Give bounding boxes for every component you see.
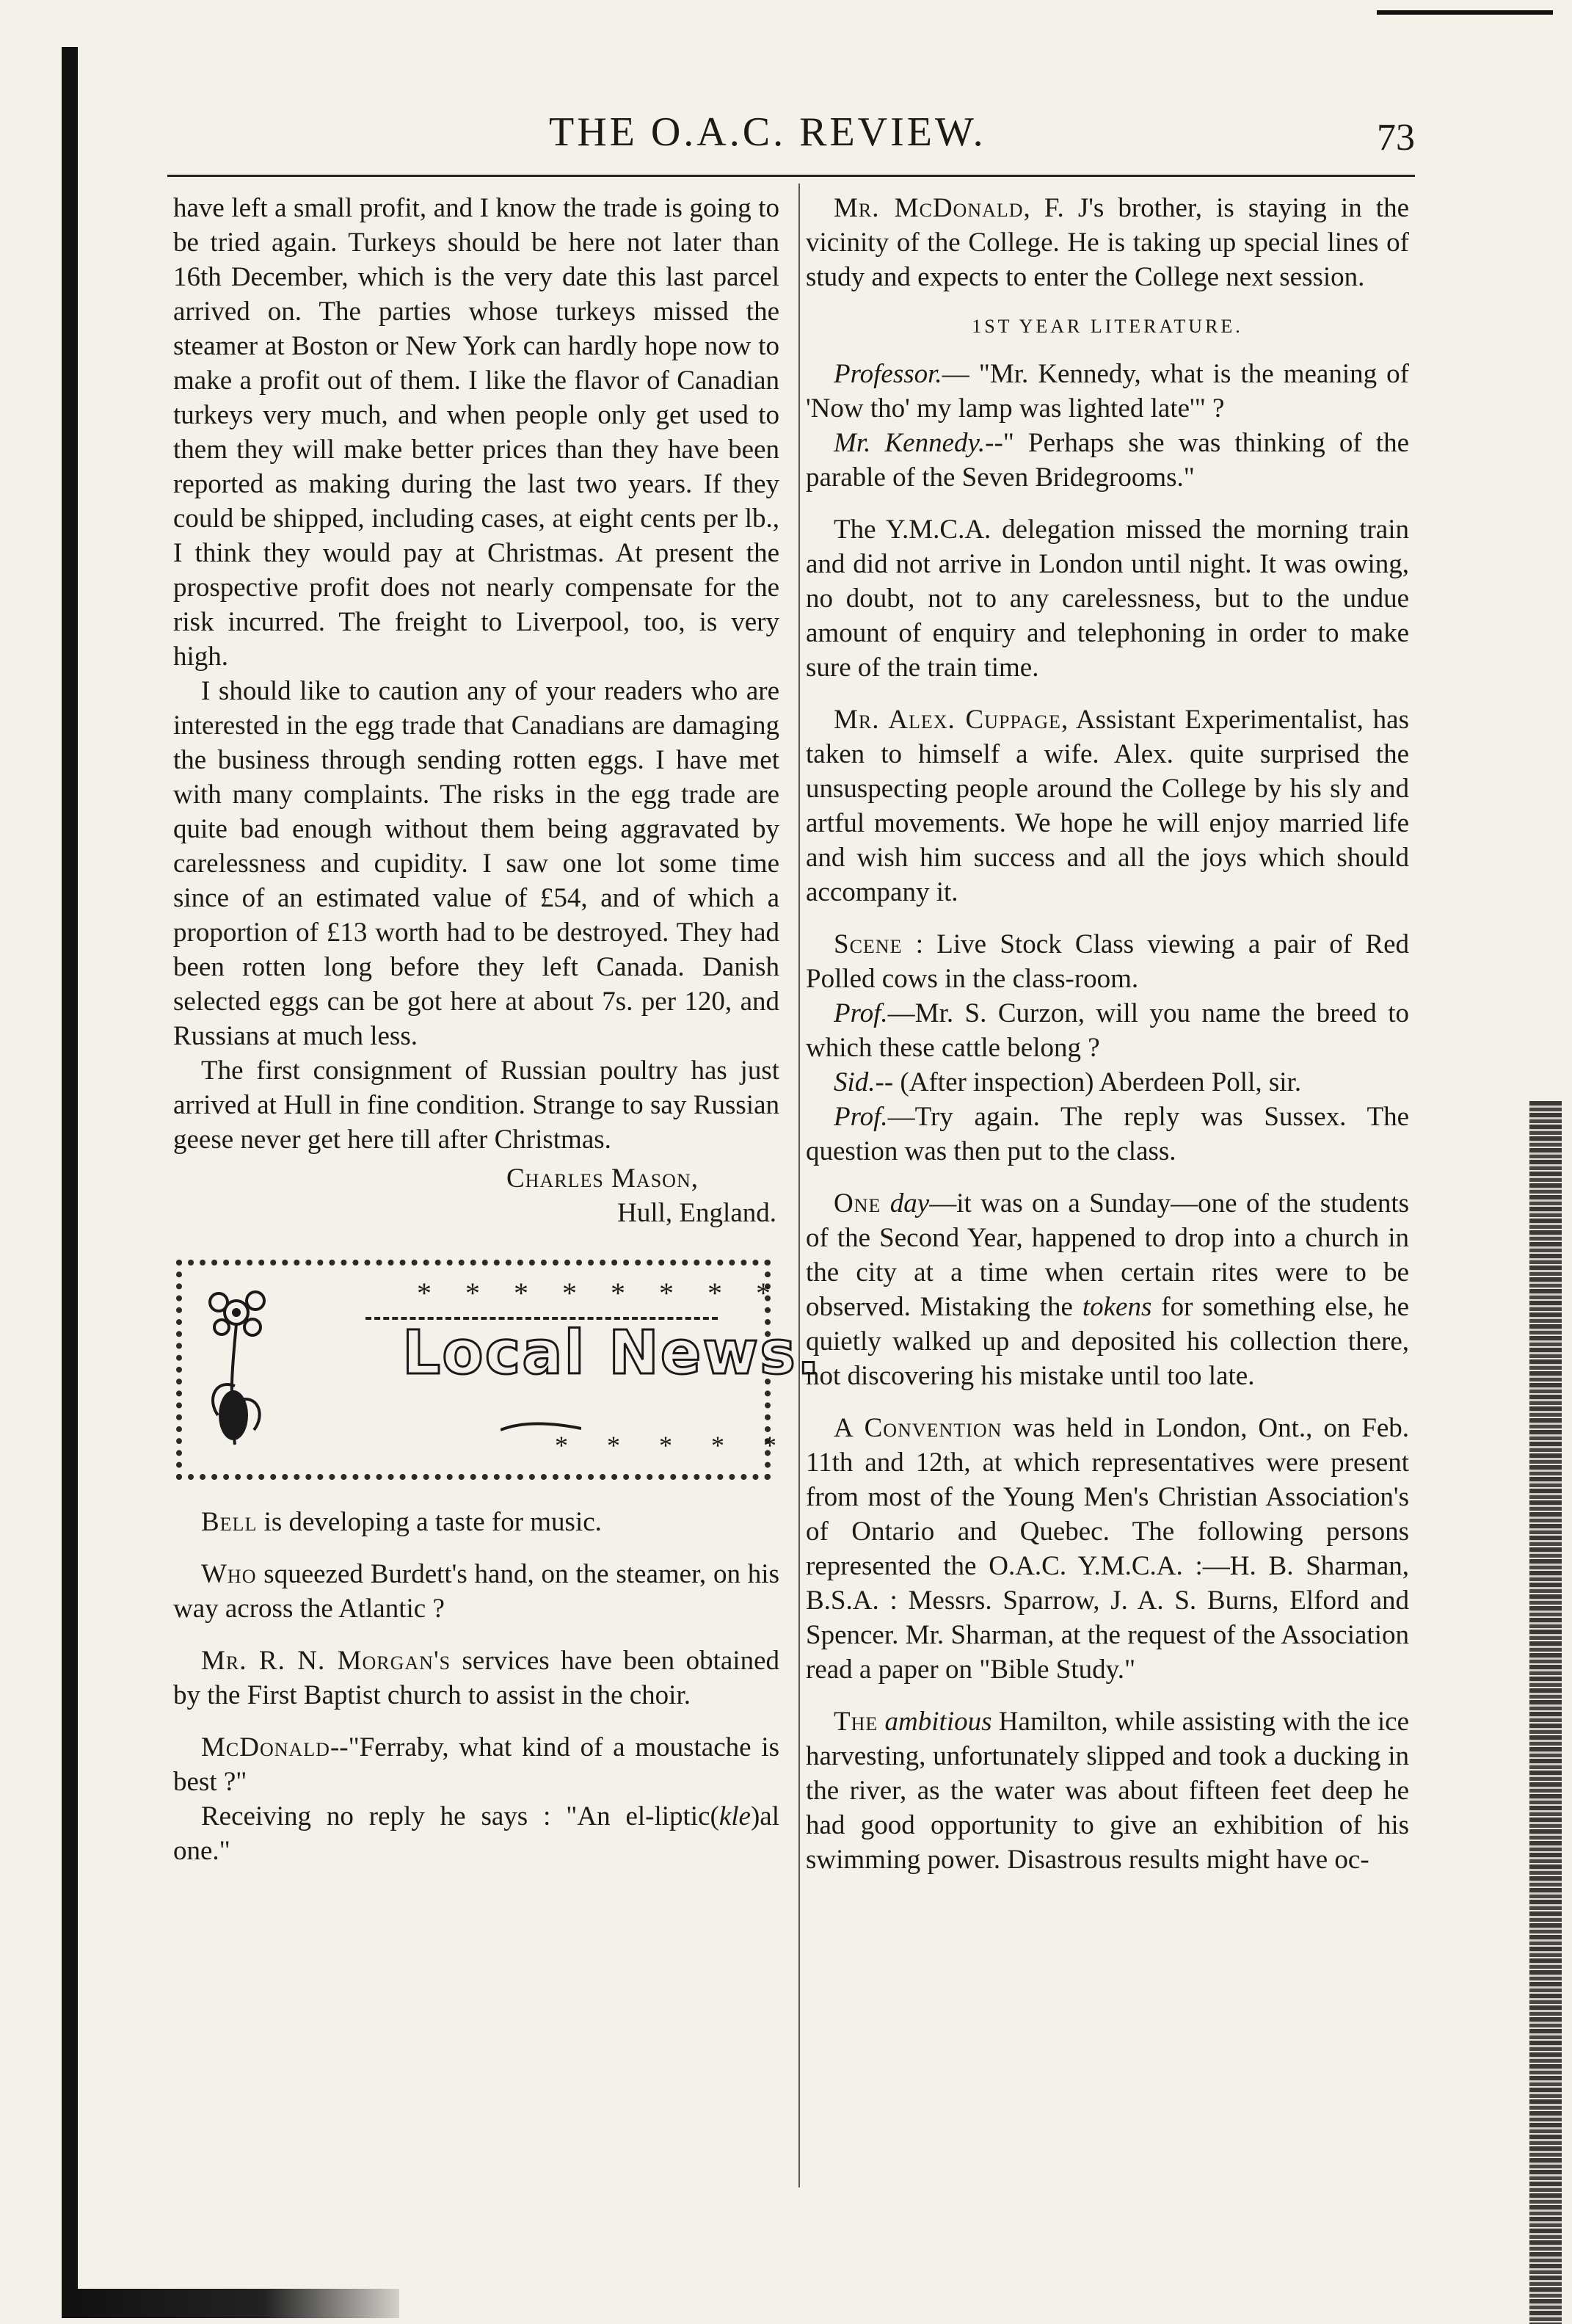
news-item: Bell is developing a taste for music.: [201, 1507, 602, 1537]
section-title: Local News.: [402, 1318, 822, 1388]
news-item: McDonald--"Ferraby, what kind of a moustache is best ?": [173, 1732, 779, 1797]
letter-paragraph: have left a small profit, and I know the trade is going to be tried again. Turkeys should be here not later than 16th December, which is the very date this last parcel arrived on. The parties whose turkeys missed the steamer at Boston or New York can hardly hope now to make a profit out of them. I like the flavor of Canadian turkeys very much, and when people only get used to them they will make better prices than they have been reported as making during the last two years. If they could be shipped, including cases, at eight cents per lb., I think they would pay at Christmas. At present the prospective profit does not nearly compensate for the risk incurred. The freight to Liverpool, too, is very high.: [173, 193, 779, 672]
journal-title: THE O.A.C. REVIEW.: [549, 109, 986, 155]
local-news-banner: [176, 1260, 822, 1480]
page-header: [167, 109, 1415, 175]
news-item: Mr. Alex. Cuppage, Assistant Experimentalist, has taken to himself a wife. Alex. quite surprised the unsuspecting people around the College by his sly and artful movements. We hope he will enjoy married life and wish him success and all the joys which should accompany it.: [806, 705, 1409, 907]
header-rule: [167, 175, 1415, 177]
page-number: 73: [1377, 117, 1415, 159]
ornament-stars: * * * * * * * *: [417, 1277, 784, 1310]
news-item: Who squeezed Burdett's hand, on the steamer, on his way across the Atlantic ?: [173, 1559, 779, 1624]
letter-paragraph: The first consignment of Russian poultry has just arrived at Hull in fine condition. Strange to say Russian geese never get here till after Christmas.: [173, 1056, 779, 1155]
section-heading: 1ST YEAR LITERATURE.: [972, 316, 1243, 337]
news-item: Receiving no reply he says : "An el-liptic(kle)al one.": [173, 1801, 779, 1866]
news-item: One day—it was on a Sunday—one of the students of the Second Year, happened to drop into a church in the city at a time when certain rites were to be observed. Mistaking the tokens for something else, he quietly walked up and deposited his collection there, not discovering his mistake until too late.: [806, 1188, 1410, 1391]
news-item: Prof.—Try again. The reply was Sussex. The question was then put to the class.: [806, 1102, 1409, 1166]
scan-binding-edge: [62, 47, 78, 2293]
column-divider: [798, 184, 800, 2187]
news-item: Professor.— "Mr. Kennedy, what is the meaning of 'Now tho' my lamp was lighted late'" ?: [806, 359, 1409, 424]
news-item: Sid.-- (After inspection) Aberdeen Poll, sir.: [834, 1067, 1302, 1097]
ornament-stars: * * * * *: [555, 1431, 793, 1460]
letter-signature-name: Charles Mason,: [506, 1163, 699, 1194]
news-item: Mr. Kennedy.--" Perhaps she was thinking of the parable of the Seven Bridegrooms.": [806, 428, 1409, 493]
news-item: Prof.—Mr. S. Curzon, will you name the breed to which these cattle belong ?: [806, 998, 1409, 1063]
news-item: The Y.M.C.A. delegation missed the morning train and did not arrive in London until night. It was owing, no doubt, not to any carelessness, but to the undue amount of enquiry and telephoning in order to make sure of the train time.: [806, 515, 1409, 683]
news-item: The ambitious Hamilton, while assisting with the ice harvesting, unfortunately slipped and took a ducking in the river, as the water was about fifteen feet deep he had good opportunity to give an exhibition of his swimming power. Disastrous results might have oc-: [806, 1707, 1409, 1875]
letter-signature-place: Hull, England.: [617, 1198, 776, 1228]
scan-bottom-edge: [62, 2289, 399, 2318]
letter-paragraph: I should like to caution any of your readers who are interested in the egg trade that Canadians are damaging the business through sending rotten eggs. I have met with many complaints. The risks in the egg trade are quite bad enough without them being aggravated by carelessness and cupidity. I saw one lot some time since of an estimated value of £54, and of which a proportion of £13 worth had to be destroyed. They had been rotten long before they left Canada. Danish selected eggs can be got here at about 7s. per 120, and Russians at much less.: [173, 676, 779, 1051]
news-item: Scene : Live Stock Class viewing a pair of Red Polled cows in the class-room.: [806, 929, 1409, 994]
left-column: [173, 191, 822, 1868]
scan-right-edge: [1529, 1101, 1562, 2324]
scan-top-rule: [1377, 10, 1553, 15]
news-item: A Convention was held in London, Ont., on Feb. 11th and 12th, at which representatives were present from most of the Young Men's Christian Association's of Ontario and Quebec. The following persons represented the O.A.C. Y.M.C.A. :—H. B. Sharman, B.S.A. : Messrs. Sparrow, J. A. S. Burns, Elford and Spencer. Mr. Sharman, at the request of the Association read a paper on "Bible Study.": [806, 1413, 1410, 1685]
news-item: Mr. R. N. Morgan's services have been obtained by the First Baptist church to assist in the choir.: [173, 1646, 779, 1710]
news-item: Mr. McDonald, F. J's brother, is staying in the vicinity of the College. He is taking up special lines of study and expects to enter the College next session.: [806, 193, 1409, 292]
right-column: [806, 191, 1409, 1877]
flower-ornament-icon: [192, 1276, 280, 1459]
